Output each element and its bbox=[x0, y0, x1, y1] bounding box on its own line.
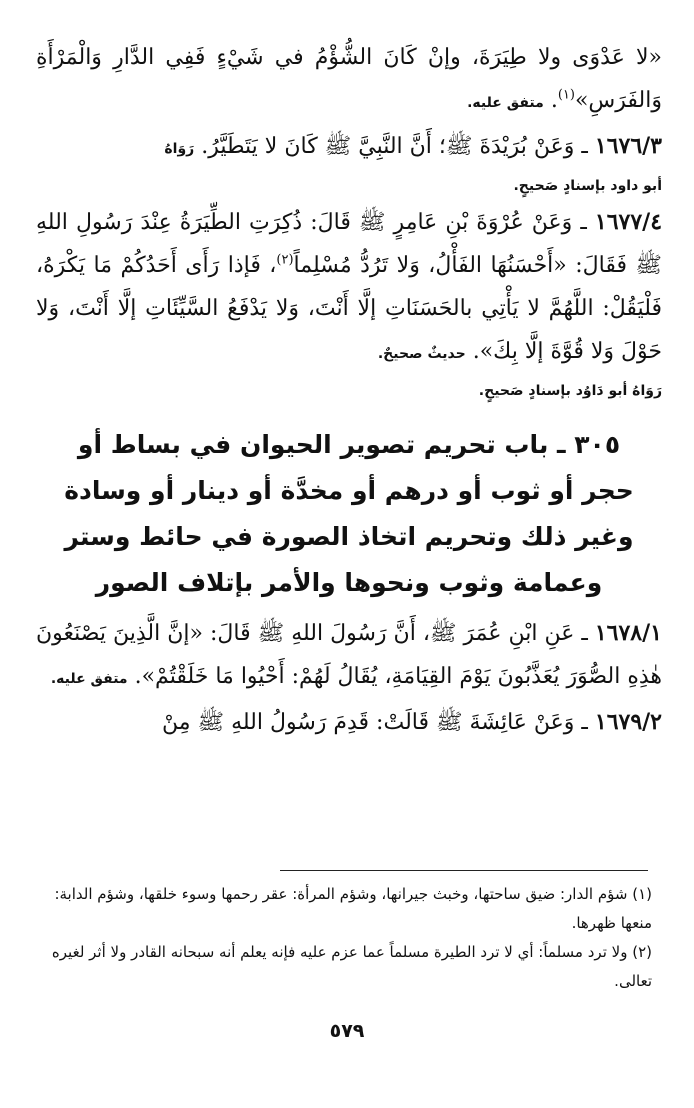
hadith-1677-number: ١٦٧٧/٤ bbox=[594, 209, 663, 235]
footnote-ref-2: (٢) bbox=[276, 252, 294, 268]
hadith-1676-number: ١٦٧٦/٣ bbox=[594, 133, 662, 159]
hadith-1678-number: ١٦٧٨/١ bbox=[594, 620, 662, 646]
chapter-heading: ٣٠٥ ـ باب تحريم تصوير الحيوان في بساط أو حجر أو ثوب أو درهم أو مخدَّة أو دينار أو وسادة وغير ذلك وتحريم اتخاذ الصورة في حائط وستر وعمامة وثوب ونحوها والأمر بإتلاف الصور bbox=[64, 430, 634, 597]
hadith-1675-grading: متفق عليه. bbox=[467, 95, 544, 111]
hadith-1677 bbox=[36, 201, 662, 376]
footnote-ref-1: (١) bbox=[557, 87, 575, 103]
footnote-1 bbox=[36, 880, 652, 938]
hadith-1675-tail: «لا عَدْوَى ولا طِيَرَةَ، وإنْ كَانَ الشُّؤْمُ في شَيْءٍ فَفِي الدَّارِ وَالْمَرْأَةِ وَالفَرَسِ»$^{(١)}$. متفق عليه. bbox=[36, 45, 662, 113]
hadith-1675-text: «لا عَدْوَى ولا طِيَرَةَ، وإنْ كَانَ الشُّؤْمُ في شَيْءٍ فَفِي الدَّارِ وَالْمَرْأَةِ وَالفَرَسِ» bbox=[36, 45, 662, 113]
hadith-1678-text: ـ عَنِ ابْنِ عُمَرَ ﷺ، أَنَّ رَسُولَ اللهِ ﷺ قَالَ: «إنَّ الَّذِينَ يَصْنَعُونَ هٰذِهِ الصُّوَرَ يُعَذَّبُونَ يَوْمَ القِيَامَةِ، يُقَالُ لَهُمْ: أَحْيُوا مَا خَلَقْتُمْ». bbox=[36, 621, 662, 689]
hadith-1678 bbox=[36, 612, 662, 701]
hadith-1679-text: ـ وَعَنْ عَائِشَةَ ﷺ قَالَتْ: قَدِمَ رَسُولُ اللهِ ﷺ مِنْ bbox=[162, 710, 588, 735]
page-body bbox=[36, 36, 662, 744]
page-number: ٥٧٩ bbox=[329, 1020, 365, 1042]
hadith-1678-grading: متفق عليه. bbox=[50, 671, 128, 687]
hadith-1679 bbox=[36, 701, 662, 744]
footnote-1-text: شؤم الدار: ضيق ساحتها، وخبث جيرانها، وشؤم المرأة: عقر رحمها وسوء خلقها، وشؤم الدابة: منعها ظهرها. bbox=[54, 885, 652, 932]
footnote-2 bbox=[36, 938, 652, 996]
footnote-2-text: ولا ترد مسلماً: أي لا ترد الطيرة مسلماً عما عزم عليه فإنه يعلم أنه سبحانه القادر ولا أثر لغيره تعالى. bbox=[51, 943, 652, 990]
footnotes bbox=[36, 880, 652, 996]
hadith-1676 bbox=[36, 125, 662, 171]
hadith-1676-text: ـ وَعَنْ بُرَيْدَةَ ﷺ؛ أَنَّ النَّبِيَّ ﷺ كَانَ لا يَتَطَيَّرُ. bbox=[201, 134, 588, 159]
hadith-1677-grading: حديثٌ صحيحٌ. bbox=[377, 346, 466, 362]
footnote-1-marker: (١) bbox=[632, 885, 652, 903]
hadith-1679-number: ١٦٧٩/٢ bbox=[594, 709, 662, 735]
hadith-1676-source-inline: رَوَاهُ bbox=[164, 141, 195, 157]
hadith-1677-source: رَوَاهُ أبو دَاوُد بإسنادٍ صَحيحٍ. bbox=[478, 383, 662, 399]
footnote-2-marker: (٢) bbox=[632, 943, 652, 961]
hadith-1676-source: أبو داود بإسنادٍ صَحيحٍ. bbox=[513, 178, 662, 194]
footnote-divider bbox=[280, 870, 648, 871]
hadith-1677-text: ـ وَعَنْ عُرْوَةَ بْنِ عَامِرٍ ﷺ قَالَ: ذُكِرَتِ الطِّيَرَةُ عِنْدَ رَسُولِ اللهِ ﷺ فَقَالَ: «أَحْسَنُهَا الفَأْلُ، وَلا تَرُدُّ مُسْلِماً bbox=[36, 210, 662, 278]
hadith-1677-text-after: ، فَإذا رَأَى أَحَدُكُمْ مَا يَكْرَهُ، فَلْيَقُلْ: اللَّهُمَّ لا يَأْتِي بالحَسَنَاتِ إلَّا أَنْتَ، وَلا يَدْفَعُ السَّيِّئَاتِ إلَّا أَنْتَ، وَلا حَوْلَ وَلا قُوَّةَ إلَّا بِكَ». bbox=[36, 253, 662, 364]
